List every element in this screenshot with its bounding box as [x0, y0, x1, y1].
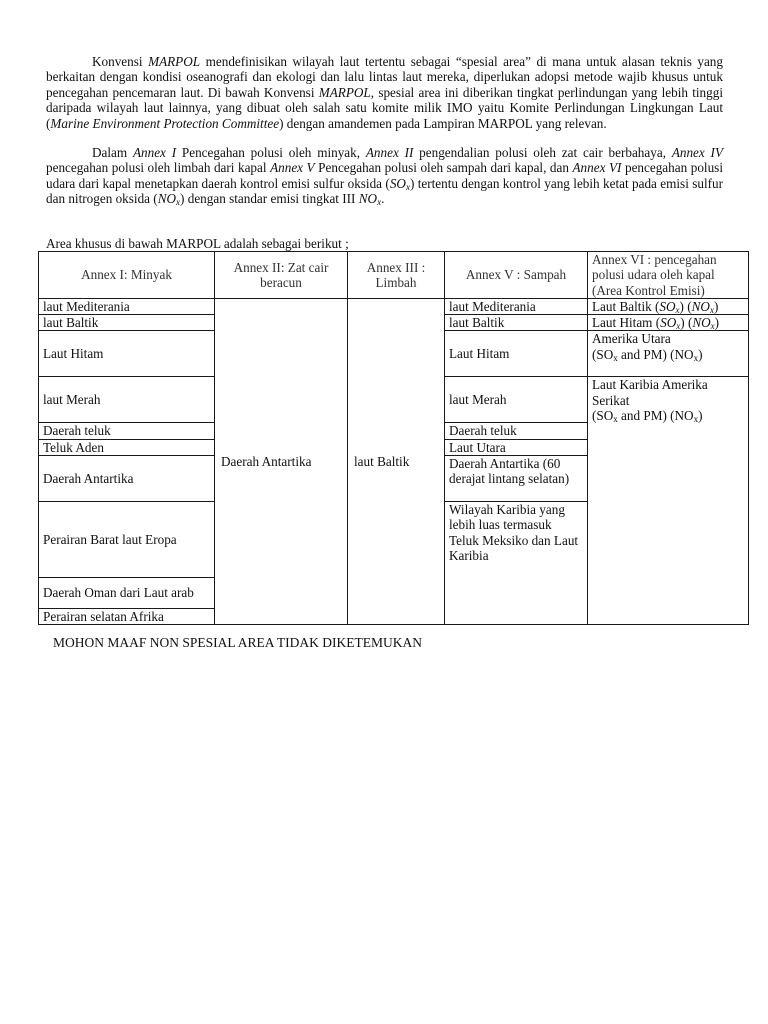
annex1-cell: laut Merah	[39, 377, 215, 423]
annex5-cell: Wilayah Karibia yang lebih luas termasuk Teluk Meksiko dan Laut Karibia	[445, 502, 588, 625]
annex1-cell: Perairan Barat laut Eropa	[39, 502, 215, 578]
annex6-cell-karibia: Laut Karibia Amerika Serikat ($SO_x$ and PM) $(NO_x)$	[588, 377, 749, 625]
annex1-cell: Perairan selatan Afrika	[39, 609, 215, 625]
table-intro: Area khusus di bawah MARPOL adalah sebagai berikut ;	[46, 236, 349, 251]
header-annex-5: Annex V : Sampah	[445, 252, 588, 299]
annex5-cell: Daerah teluk	[445, 423, 588, 439]
header-annex-6: Annex VI : pencegahan polusi udara oleh kapal (Area Kontrol Emisi)	[588, 252, 749, 299]
annex5-cell: Laut Hitam	[445, 331, 588, 377]
annex1-cell: Laut Hitam	[39, 331, 215, 377]
closing-note: MOHON MAAF NON SPESIAL AREA TIDAK DIKETEMUKAN	[53, 635, 423, 650]
annex1-cell: Daerah teluk	[39, 423, 215, 439]
annex1-cell: laut Mediterania	[39, 298, 215, 314]
annex3-cell: laut Baltik	[348, 298, 445, 624]
annex6-cell-hitam: Laut Hitam $(SO_x)$ $(NO_x)$	[588, 315, 749, 331]
annex1-cell: Teluk Aden	[39, 439, 215, 455]
annex5-cell: laut Baltik	[445, 315, 588, 331]
paragraph-marpol-definition: Konvensi MARPOL mendefinisikan wilayah laut tertentu sebagai “spesial area” di mana untuk alasan teknis yang berkaitan dengan kondisi oseanografi dan ekologi dan lalu lintas laut mereka, diperlukan adopsi metode wajib khusus untuk pencegahan pencemaran laut. Di bawah Konvensi MARPOL, spesial area ini diberikan tingkat perlindungan yang lebih tinggi daripada wilayah laut lainnya, yang dibuat oleh salah satu komite milik IMO yaitu Komite Perlindungan Lingkungan Laut (Marine Environment Protection Committee) dengan amandemen pada Lampiran MARPOL yang relevan.	[46, 54, 723, 131]
header-annex-2: Annex II: Zat cair beracun	[215, 252, 348, 299]
annex5-cell: Laut Utara	[445, 439, 588, 455]
header-annex-3: Annex III : Limbah	[348, 252, 445, 299]
annex5-cell: Daerah Antartika (60 derajat lintang selatan)	[445, 456, 588, 502]
table-row	[39, 298, 749, 314]
annex5-cell: laut Merah	[445, 377, 588, 423]
annex1-cell: laut Baltik	[39, 315, 215, 331]
special-areas-table	[38, 251, 749, 625]
annex1-cell: Daerah Antartika	[39, 456, 215, 502]
header-annex-1: Annex I: Minyak	[39, 252, 215, 299]
annex1-cell: Daerah Oman dari Laut arab	[39, 578, 215, 609]
annex6-cell-baltik: Laut Baltik $(SO_x)$ $(NO_x)$	[588, 298, 749, 314]
annex5-cell: laut Mediterania	[445, 298, 588, 314]
paragraph-annex-description: Dalam Annex I Pencegahan polusi oleh minyak, Annex II pengendalian polusi oleh zat cair berbahaya, Annex IV pencegahan polusi oleh limbah dari kapal Annex V Pencegahan polusi oleh sampah dari kapal, dan Annex VI pencegahan polusi udara dari kapal menetapkan daerah kontrol emisi sulfur oksida $(SO_x)$ tertentu dengan kontrol yang lebih ketat pada emisi sulfur dan nitrogen oksida $(NO_x)$ dengan standar emisi tingkat III $NO_x$.	[46, 145, 724, 208]
annex6-cell-amerika: Amerika Utara ($SO_x$ and PM) $(NO_x)$	[588, 331, 749, 377]
table-header-row	[39, 252, 749, 299]
annex2-cell: Daerah Antartika	[215, 298, 348, 624]
